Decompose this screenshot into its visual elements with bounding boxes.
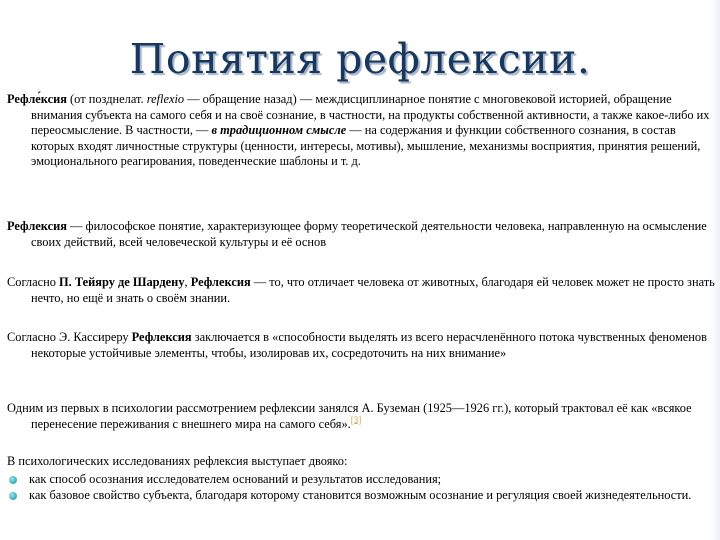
latin-term: reflexio <box>146 92 185 106</box>
text: Согласно <box>7 275 60 289</box>
term-reflexia: Рефлексия <box>131 330 192 344</box>
text: заключается в «способности выделять из всего нерасчленённого потока чувственных феноменов некоторые устойчивые элементы, чтобы, изолировав их, сосредоточить на них внимание» <box>31 330 707 360</box>
italic-phrase: в традиционном смысле <box>211 123 347 138</box>
text: — на содержания и функции собственного сознания, в состав которых входят личностные структуры (ценности, интересы, мотивы), мышление, механизмы восприятия, принятия решений, эмоционального реагирования, поведенческие шаблоны и т. д. <box>31 123 701 169</box>
text: В психологических исследованиях рефлексия выступает двояко: <box>7 454 348 468</box>
list-item <box>7 488 711 504</box>
footnote-link[interactable]: [3] <box>350 414 362 425</box>
text: (от позднелат. <box>66 92 147 106</box>
text: Одним из первых в психологии рассмотрением рефлексии занялся А. Буземан (1925—1926 гг.), который трактовал её как «всякое перенесение переживания с внешнего мира на самого себя». <box>7 401 692 431</box>
paragraph-teilhard <box>7 275 720 306</box>
list-item <box>7 472 711 488</box>
text: Согласно Э. Кассиреру <box>7 330 132 344</box>
term-reflexia: Рефлексия <box>190 275 251 289</box>
slide-title: Понятия рефлексии. <box>129 35 591 83</box>
text: — философское понятие, характеризующее форму теоретической деятельности человека, направленную на осмысление своих действий, всей человеческой культуры и её основ <box>31 219 707 249</box>
bullet-list <box>7 472 711 503</box>
paragraph-buseman <box>7 401 720 432</box>
paragraph-cassirer <box>7 330 720 361</box>
text: — то, что отличает человека от животных, благодаря ей человек может не просто знать нечто, но ещё и знать о своём знании. <box>31 275 715 305</box>
paragraph-definition <box>7 92 720 170</box>
teal-sphere-bullet-icon <box>9 492 17 500</box>
paragraph-psychology <box>7 454 720 470</box>
term-reflexia: Рефле́ксия <box>7 92 67 106</box>
list-item-text: как базовое свойство субъекта, благодаря которому становится возможным осознание и регуляция своей жизнедеятельности. <box>29 487 692 502</box>
list-item-text: как способ осознания исследователем оснований и результатов исследования; <box>29 472 442 486</box>
term-reflexia: Рефлексия <box>7 219 67 233</box>
author-name: П. Тейяру де Шардену <box>59 275 185 289</box>
text: , <box>184 275 191 289</box>
teal-sphere-bullet-icon <box>9 476 17 484</box>
text: — обращение назад) — междисциплинарное понятие с многовековой историей, обращение внимания субъекта на самого себя и на своё сознание, в частности, на продукты собственной активности, а также какое-либо их переосмысление. В частности, — <box>31 92 710 138</box>
paragraph-philosophy <box>7 219 720 250</box>
